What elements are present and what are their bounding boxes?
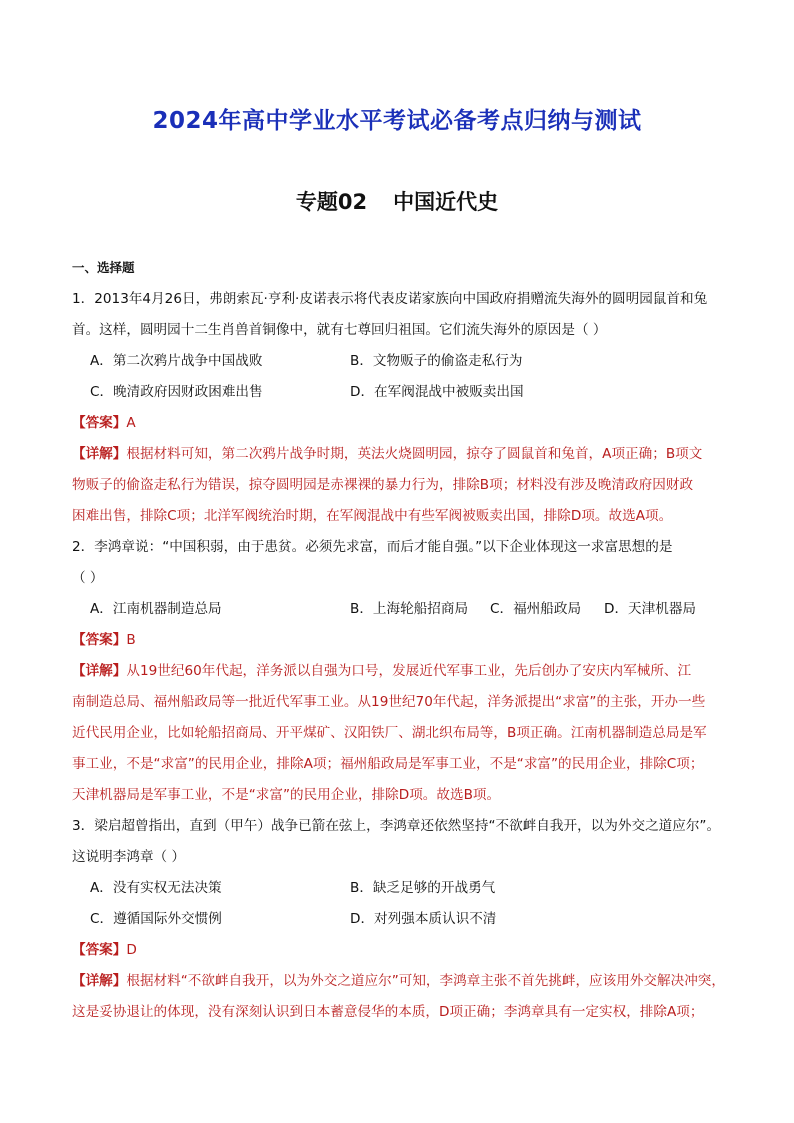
- detail-line: [72, 656, 732, 687]
- detail-line: 南制造总局、福州船政局等一批近代军事工业。从19世纪70年代起，洋务派提出“求富”的主张，开办一些: [72, 694, 706, 710]
- detail-label: 【详解】: [72, 446, 127, 462]
- question-stem-line: 2．李鸿章说：“中国积弱，由于患贫。必须先求富，而后才能自强。”以下企业体现这一求富思想的是: [72, 539, 673, 555]
- option-b: B．缺乏足够的开战勇气: [350, 880, 496, 896]
- option-c: C．晚清政府因财政困难出售: [90, 384, 263, 400]
- detail-line: [72, 439, 732, 470]
- option-b: B．文物贩子的偷盗走私行为: [350, 353, 523, 369]
- answer-value: D: [126, 942, 137, 958]
- detail-label: 【详解】: [72, 973, 127, 989]
- question-2: [72, 532, 732, 811]
- option-c: C．遵循国际外交惯例: [90, 911, 222, 927]
- answer-line: [72, 935, 732, 966]
- topic-title: [0, 186, 794, 216]
- answer-value: A: [126, 415, 136, 431]
- options-row: [72, 873, 732, 904]
- question-stem-line: 1．2013年4月26日，弗朗索瓦·亨利·皮诺表示将代表皮诺家族向中国政府捐赠流失海外的圆明园鼠首和兔: [72, 291, 708, 307]
- question-3: [72, 811, 732, 1028]
- option-a: A．江南机器制造总局: [90, 601, 222, 617]
- option-d: D．在军阀混战中被贩卖出国: [350, 384, 524, 400]
- detail-line: 物贩子的偷盗走私行为错误，掠夺圆明园是赤裸裸的暴力行为，排除B项；材料没有涉及晚清政府因财政: [72, 477, 694, 493]
- topic-name: 中国近代史: [393, 190, 499, 214]
- question-1: [72, 284, 732, 532]
- answer-label: 【答案】: [72, 415, 127, 431]
- question-stem-line: 这说明李鸿章（ ）: [72, 849, 186, 865]
- answer-label: 【答案】: [72, 632, 127, 648]
- option-d: D．对列强本质认识不清: [350, 911, 497, 927]
- detail-line: [72, 966, 732, 997]
- detail-line: 近代民用企业，比如轮船招商局、开平煤矿、汉阳铁厂、湖北织布局等，B项正确。江南机器制造总局是军: [72, 725, 707, 741]
- answer-line: [72, 408, 732, 439]
- section-heading: 一、选择题: [72, 260, 135, 275]
- options-row: [72, 904, 732, 935]
- options-row: [72, 346, 732, 377]
- question-stem-line: 3．梁启超曾指出，直到（甲午）战争已箭在弦上，李鸿章还依然坚持“不欲衅自我开，以为外交之道应尔”。: [72, 818, 721, 834]
- option-b: B．上海轮船招商局: [350, 601, 469, 617]
- option-a: A．没有实权无法决策: [90, 880, 222, 896]
- answer-value: B: [126, 632, 136, 648]
- document-main-title: 2024年高中学业水平考试必备考点归纳与测试: [152, 108, 642, 134]
- answer-label: 【答案】: [72, 942, 127, 958]
- topic-code: 专题02: [295, 190, 368, 214]
- detail-text: 根据材料可知，第二次鸦片战争时期，英法火烧圆明园，掠夺了圆鼠首和兔首，A项正确；B项文: [126, 446, 703, 462]
- question-stem-line: （ ）: [72, 570, 104, 586]
- option-d: D．天津机器局: [604, 601, 697, 617]
- detail-label: 【详解】: [72, 663, 127, 679]
- detail-line: 天津机器局是军事工业，不是“求富”的民用企业，排除D项。故选B项。: [72, 787, 501, 803]
- detail-text: 从19世纪60年代起，洋务派以自强为口号，发展近代军事工业，先后创办了安庆内军械所、江: [126, 663, 692, 679]
- options-row: [72, 594, 732, 625]
- option-a: A．第二次鸦片战争中国战败: [90, 353, 263, 369]
- detail-line: 事工业，不是“求富”的民用企业，排除A项；福州船政局是军事工业，不是“求富”的民用企业，排除C项；: [72, 756, 704, 772]
- detail-text: 根据材料“不欲衅自我开，以为外交之道应尔”可知，李鸿章主张不首先挑衅，应该用外交解决冲突，: [126, 973, 725, 989]
- detail-line: 困难出售，排除C项；北洋军阀统治时期，在军阀混战中有些军阀被贩卖出国，排除D项。故选A项。: [72, 508, 673, 524]
- options-row: [72, 377, 732, 408]
- content-body: [72, 258, 732, 1028]
- detail-line: 这是妥协退让的体现，没有深刻认识到日本蓄意侵华的本质，D项正确；李鸿章具有一定实权，排除A项；: [72, 1004, 704, 1020]
- answer-line: [72, 625, 732, 656]
- option-c: C．福州船政局: [490, 601, 582, 617]
- question-stem-line: 首。这样，圆明园十二生肖兽首铜像中，就有七尊回归祖国。它们流失海外的原因是（ ）: [72, 322, 607, 338]
